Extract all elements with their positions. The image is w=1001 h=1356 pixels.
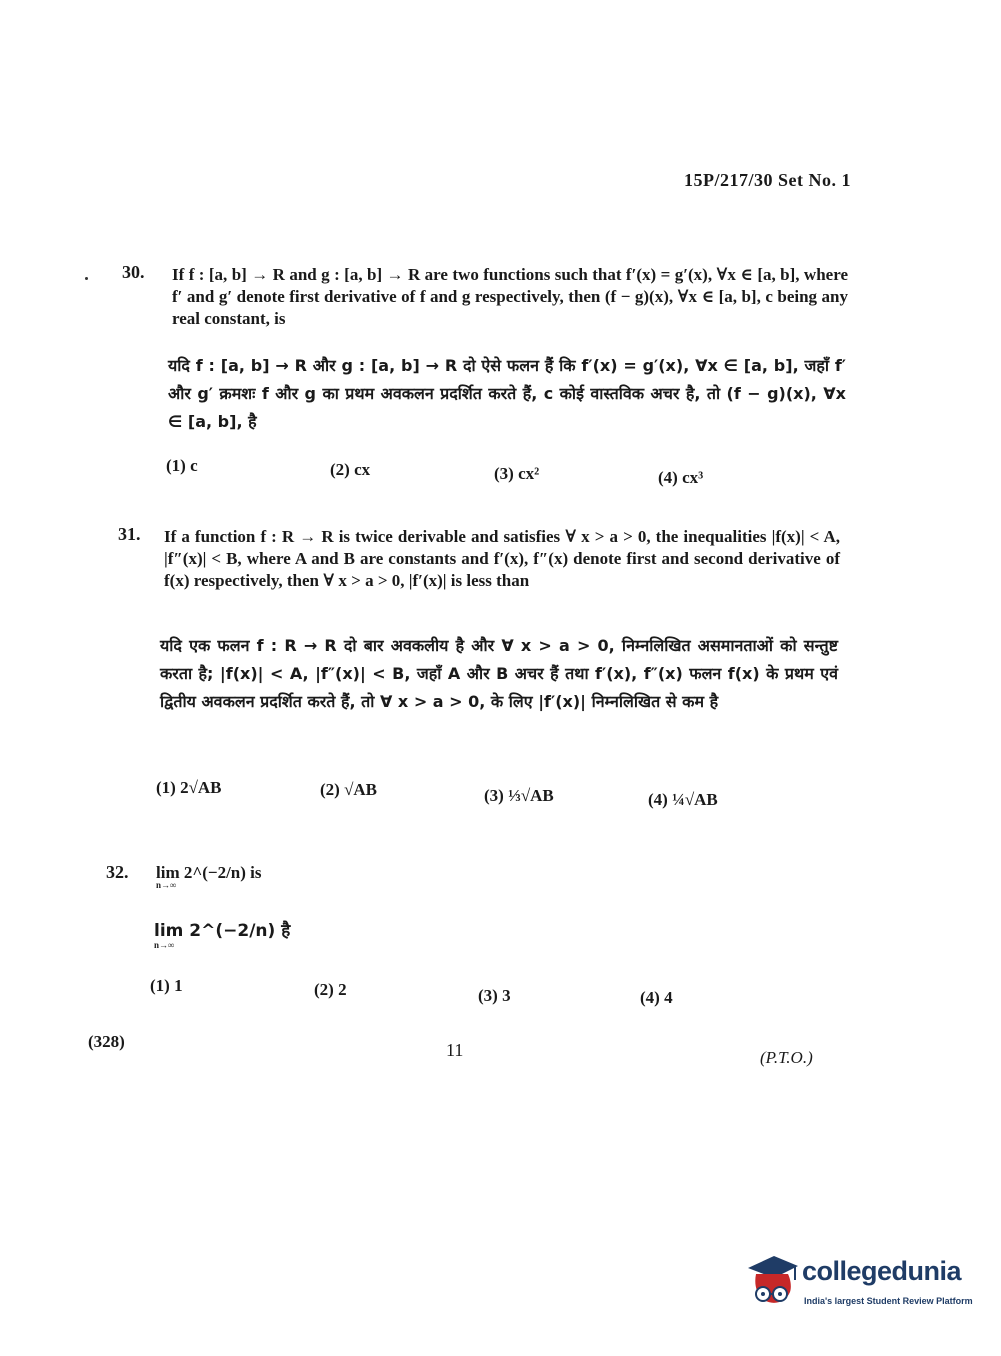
question-32-option-4: (4) 4	[640, 988, 673, 1007]
question-32-english-limit-sub: n→∞	[156, 880, 177, 890]
logo-name: collegedunia	[802, 1256, 962, 1286]
question-31-option-1: (1) 2√AB	[156, 778, 222, 797]
question-31-number: 31.	[118, 524, 141, 544]
question-32-english: lim 2^(−2/n) is	[156, 863, 262, 882]
question-31-option-3: (3) ⅓√AB	[484, 786, 554, 805]
question-32-hindi-limit-sub: n→∞	[154, 940, 175, 950]
question-32-option-2: (2) 2	[314, 980, 347, 999]
question-31-english: If a function f : R → R is twice derivable and satisfies ∀ x > a > 0, the inequalities |f(x)| < A, |f″(x)| < B, where A and B are constants and f′(x), f″(x) denote first and second derivative of f(x) respectively, then ∀ x > a > 0, |f′(x)| is less than	[164, 527, 840, 590]
pto-label: (P.T.O.)	[760, 1048, 813, 1067]
question-32-option-1: (1) 1	[150, 976, 183, 995]
question-31-hindi: यदि एक फलन f : R → R दो बार अवकलीय है और ∀ x > a > 0, निम्नलिखित असमानताओं को सन्तुष्ट करता है; |f(x)| < A, |f″(x)| < B, जहाँ A और B अचर हैं तथा f′(x), f″(x) फलन f(x) के प्रथम एवं द्वितीय अवकलन प्रदर्शित करते हैं, तो ∀ x > a > 0, के लिए |f′(x)| निम्नलिखित से कम है	[160, 636, 838, 711]
question-30-option-2: (2) cx	[330, 460, 371, 479]
question-32-number: 32.	[106, 862, 129, 882]
question-32-option-3: (3) 3	[478, 986, 511, 1005]
question-30-option-3: (3) cx²	[494, 464, 540, 483]
question-30-hindi: यदि f : [a, b] → R और g : [a, b] → R दो ऐसे फलन हैं कि f′(x) = g′(x), ∀x ∈ [a, b], जहाँ f′ और g′ क्रमशः f और g का प्रथम अवकलन प्रदर्शित करते हैं, c कोई वास्तविक अचर है, तो (f − g)(x), ∀x ∈ [a, b], है	[168, 356, 846, 431]
question-32-hindi: lim 2^(−2/n) है	[154, 921, 291, 941]
question-31-option-2: (2) √AB	[320, 780, 378, 799]
question-30-number: 30.	[122, 262, 145, 282]
logo-tagline: India's largest Student Review Platform	[804, 1296, 973, 1306]
margin-dot	[85, 277, 88, 280]
set-number: 15P/217/30 Set No. 1	[684, 170, 851, 190]
page-number: 11	[446, 1040, 464, 1060]
collegedunia-logo	[744, 1250, 974, 1312]
question-30-english: If f : [a, b] → R and g : [a, b] → R are two functions such that f′(x) = g′(x), ∀x ∈ [a, b], where f′ and g′ denote first derivative of f and g respectively, then (f − g)(x), ∀x ∈ [a, b], c being any real constant, is	[172, 265, 848, 328]
question-31-option-4: (4) ¼√AB	[648, 790, 718, 809]
graduate-mascot-icon	[744, 1250, 800, 1312]
booklet-code: (328)	[88, 1032, 125, 1051]
question-30-option-1: (1) c	[166, 456, 198, 475]
question-30-option-4: (4) cx³	[658, 468, 704, 487]
